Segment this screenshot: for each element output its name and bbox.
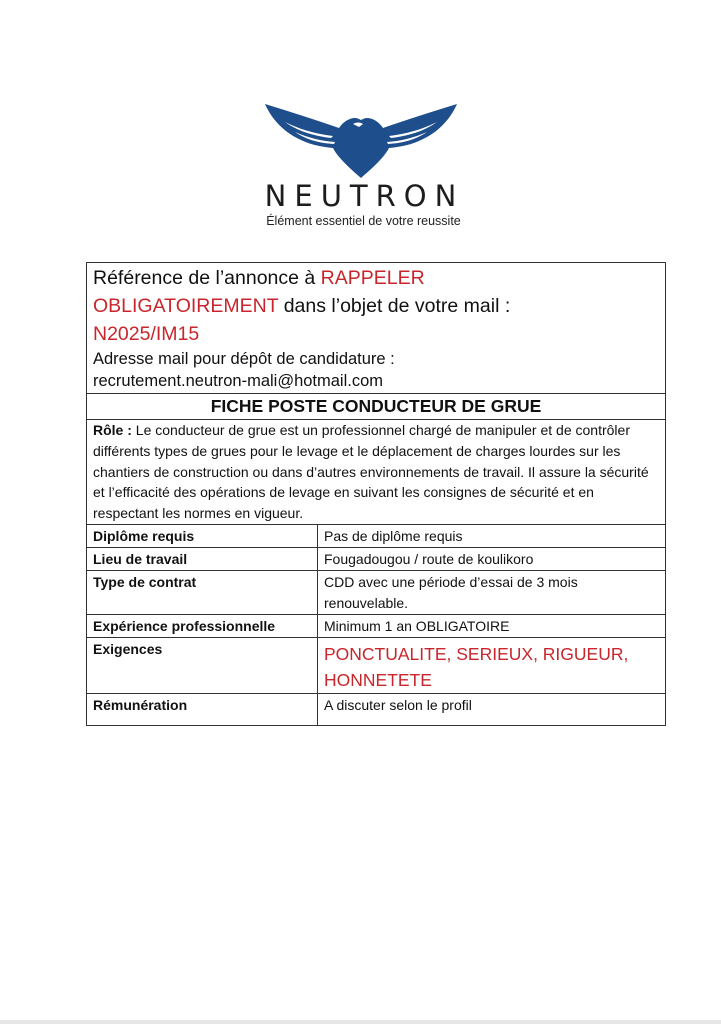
reference-obligatoirement: OBLIGATOIREMENT — [93, 295, 279, 317]
row-value-exigences: PONCTUALITE, SERIEUX, RIGUEUR, HONNETETE — [318, 637, 666, 693]
table-row — [87, 637, 666, 693]
application-email[interactable]: recrutement.neutron-mali@hotmail.com — [93, 372, 384, 390]
role-description — [87, 420, 666, 525]
reference-suffix: dans l’objet de votre mail : — [278, 295, 511, 317]
role-text: Le conducteur de grue est un professionnel chargé de manipuler et de contrôler différents types de grues pour le levage et le déplacement de charges lourdes sur les chantiers de construction ou dans d’autres environnements de travail. Il assure la sécurité et l’efficacité des opérations de levage en suivant les consignes de sécurité et en respectant les normes en vigueur. — [93, 422, 649, 522]
table-row — [87, 547, 666, 570]
row-value-experience: Minimum 1 an OBLIGATOIRE — [318, 614, 666, 637]
table-row — [87, 693, 666, 725]
reference-cell — [87, 263, 666, 394]
page-title: FICHE POSTE CONDUCTEUR DE GRUE — [87, 394, 666, 420]
reference-rappeler: RAPPELER — [320, 267, 425, 289]
row-value-remuneration: A discuter selon le profil — [318, 693, 666, 725]
row-label-exigences: Exigences — [87, 637, 318, 693]
reference-code: N2025/IM15 — [93, 323, 200, 345]
role-row — [87, 420, 666, 525]
brand-name: NEUTRON — [264, 179, 465, 213]
row-label-diplome: Diplôme requis — [87, 524, 318, 547]
table-row — [87, 570, 666, 614]
row-value-diplome: Pas de diplôme requis — [318, 524, 666, 547]
reference-prefix: Référence de l’annonce à — [93, 267, 321, 289]
row-label-contrat: Type de contrat — [87, 570, 318, 614]
row-label-remuneration: Rémunération — [87, 693, 318, 725]
page-bottom-divider — [0, 1020, 721, 1024]
reference-row — [87, 263, 666, 394]
table-row — [87, 524, 666, 547]
row-value-lieu: Fougadougou / route de koulikoro — [318, 547, 666, 570]
job-posting-table — [86, 262, 666, 726]
eagle-icon — [261, 98, 461, 180]
brand-tagline: Élément essentiel de votre reussite — [266, 214, 461, 228]
table-row — [87, 614, 666, 637]
title-row — [87, 394, 666, 420]
row-label-experience: Expérience professionnelle — [87, 614, 318, 637]
row-label-lieu: Lieu de travail — [87, 547, 318, 570]
row-value-contrat: CDD avec une période d’essai de 3 mois renouvelable. — [318, 570, 666, 614]
company-logo — [0, 98, 721, 228]
role-label: Rôle : — [93, 422, 132, 438]
email-label: Adresse mail pour dépôt de candidature : — [93, 350, 395, 368]
